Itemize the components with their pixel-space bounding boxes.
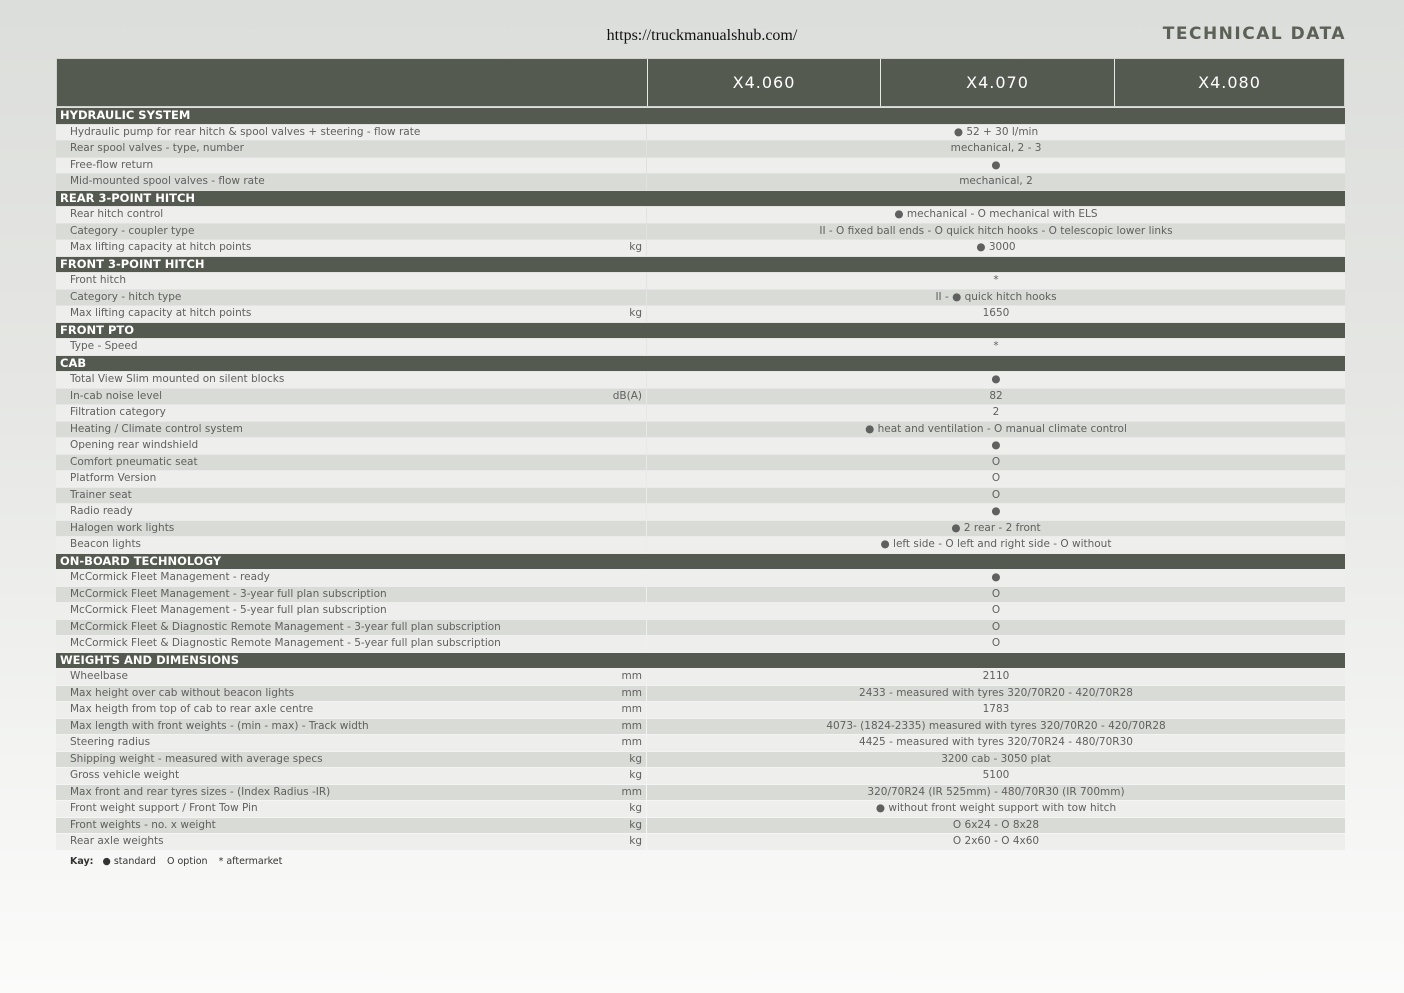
table-row (56, 603, 1345, 619)
row-label: Beacon lights (70, 538, 142, 550)
row-label-cell (56, 174, 646, 190)
table-row (56, 471, 1345, 487)
column-header-x4-060: X4.060 (647, 59, 880, 106)
row-label: Heating / Climate control system (70, 422, 243, 435)
row-value: ● without front weight support with tow hitch (647, 801, 1345, 817)
row-label-cell (56, 224, 646, 240)
row-label: Front hitch (70, 274, 127, 286)
row-label-cell (56, 603, 646, 619)
row-label-cell (56, 752, 646, 768)
row-label-cell (56, 339, 646, 355)
table-row (56, 488, 1345, 504)
row-value: 320/70R24 (IR 525mm) - 480/70R30 (IR 700mm) (647, 785, 1345, 801)
row-value: 3200 cab - 3050 plat (647, 752, 1345, 768)
section-header: FRONT 3-POINT HITCH (56, 257, 1345, 273)
row-label: McCormick Fleet Management - 3-year full plan subscription (70, 587, 387, 600)
row-label-cell (56, 471, 646, 487)
row-label: Mid-mounted spool valves - flow rate (70, 175, 265, 187)
row-value: 4425 - measured with tyres 320/70R24 - 480/70R30 (647, 735, 1345, 751)
row-label-cell (56, 125, 646, 141)
table-row (56, 834, 1345, 850)
row-unit: kg (629, 307, 642, 319)
row-value: ● 3000 (647, 240, 1345, 256)
row-label-cell (56, 801, 646, 817)
table-row (56, 273, 1345, 289)
table-row (56, 570, 1345, 586)
column-header-x4-070: X4.070 (880, 59, 1114, 106)
table-row (56, 735, 1345, 751)
row-value: * (647, 339, 1345, 355)
source-url[interactable]: https://truckmanualshub.com/ (606, 27, 798, 44)
column-header-x4-080: X4.080 (1114, 59, 1344, 106)
table-row (56, 719, 1345, 735)
table-row (56, 405, 1345, 421)
row-label: Total View Slim mounted on silent blocks (70, 373, 285, 385)
row-label-cell (56, 290, 646, 306)
row-label: Rear axle weights (70, 835, 164, 847)
table-row (56, 224, 1345, 240)
table-row (56, 207, 1345, 223)
row-value: II - O fixed ball ends - O quick hitch hooks - O telescopic lower links (647, 224, 1345, 240)
row-label: Rear spool valves - type, number (70, 142, 244, 154)
row-label: McCormick Fleet Management - 5-year full plan subscription (70, 604, 387, 616)
row-label: Free-flow return (70, 158, 154, 171)
table-row (56, 422, 1345, 438)
row-label: In-cab noise level (70, 389, 162, 402)
section-header: CAB (56, 356, 1345, 372)
row-value: 2110 (647, 669, 1345, 685)
row-unit: mm (621, 736, 642, 748)
row-value: 4073- (1824-2335) measured with tyres 320/70R20 - 420/70R28 (647, 719, 1345, 735)
row-label-cell (56, 306, 646, 322)
table-row (56, 669, 1345, 685)
legend-key (70, 856, 290, 867)
row-label: McCormick Fleet Management - ready (70, 571, 270, 583)
row-label-cell (56, 158, 646, 174)
row-label: Steering radius (70, 736, 151, 748)
row-label: Max lifting capacity at hitch points (70, 307, 252, 319)
row-value: O (647, 455, 1345, 471)
row-unit: kg (629, 802, 642, 814)
row-label: Hydraulic pump for rear hitch & spool valves + steering - flow rate (70, 125, 421, 138)
header-blank-cell (57, 59, 647, 106)
row-unit: mm (621, 686, 642, 699)
row-label-cell (56, 207, 646, 223)
row-label: Rear hitch control (70, 208, 164, 220)
section-header: WEIGHTS AND DIMENSIONS (56, 653, 1345, 669)
row-value: O (647, 636, 1345, 652)
row-value: 2 (647, 405, 1345, 421)
row-unit: kg (629, 835, 642, 847)
legend-standard: ● standard (102, 856, 156, 867)
table-row (56, 504, 1345, 520)
row-value: ● heat and ventilation - O manual climate control (647, 422, 1345, 438)
row-label: Shipping weight - measured with average specs (70, 752, 323, 765)
row-label-cell (56, 570, 646, 586)
row-label-cell (56, 389, 646, 405)
section-header: ON-BOARD TECHNOLOGY (56, 554, 1345, 570)
row-label: Max height over cab without beacon lights (70, 686, 295, 699)
row-unit: dB(A) (612, 389, 642, 402)
table-body (56, 108, 1345, 850)
row-label-cell (56, 818, 646, 834)
row-value: ● (647, 504, 1345, 520)
row-value: ● (647, 158, 1345, 174)
row-label: Front weights - no. x weight (70, 818, 216, 831)
table-row (56, 636, 1345, 652)
row-label-cell (56, 702, 646, 718)
row-value: mechanical, 2 (647, 174, 1345, 190)
row-value: mechanical, 2 - 3 (647, 141, 1345, 157)
table-row (56, 768, 1345, 784)
table-row (56, 438, 1345, 454)
row-value: 1783 (647, 702, 1345, 718)
legend-aftermarket: * aftermarket (218, 856, 283, 867)
table-row (56, 752, 1345, 768)
row-label-cell (56, 620, 646, 636)
row-value: ● 2 rear - 2 front (647, 521, 1345, 537)
table-row (56, 240, 1345, 256)
row-label-cell (56, 768, 646, 784)
row-label-cell (56, 488, 646, 504)
table-row (56, 158, 1345, 174)
row-label: Filtration category (70, 406, 166, 418)
legend-key-label: Kay: (70, 856, 94, 867)
row-label: Gross vehicle weight (70, 769, 180, 781)
row-label-cell (56, 372, 646, 388)
row-label: Category - hitch type (70, 290, 182, 303)
row-label: Max length with front weights - (min - max) - Track width (70, 719, 369, 732)
row-unit: kg (629, 241, 642, 253)
row-label-cell (56, 686, 646, 702)
row-label: Halogen work lights (70, 521, 175, 534)
row-value: 2433 - measured with tyres 320/70R20 - 420/70R28 (647, 686, 1345, 702)
row-unit: kg (629, 752, 642, 765)
row-label-cell (56, 537, 646, 553)
table-header-row (56, 58, 1345, 107)
table-row (56, 141, 1345, 157)
table-row (56, 290, 1345, 306)
table-row (56, 537, 1345, 553)
row-label: McCormick Fleet & Diagnostic Remote Management - 5-year full plan subscription (70, 637, 501, 649)
table-row (56, 620, 1345, 636)
row-value: ● left side - O left and right side - O without (647, 537, 1345, 553)
row-label: Opening rear windshield (70, 439, 199, 451)
row-value: O (647, 471, 1345, 487)
section-header: FRONT PTO (56, 323, 1345, 339)
row-label-cell (56, 504, 646, 520)
row-value: ● (647, 570, 1345, 586)
row-label: Trainer seat (70, 488, 132, 501)
row-value: O (647, 587, 1345, 603)
page-title: TECHNICAL DATA (1162, 24, 1346, 44)
technical-data-table (56, 58, 1345, 850)
row-label-cell (56, 719, 646, 735)
row-value: ● (647, 438, 1345, 454)
row-value: 5100 (647, 768, 1345, 784)
row-label: Type - Speed (70, 340, 138, 352)
row-value: 1650 (647, 306, 1345, 322)
row-label-cell (56, 405, 646, 421)
section-header: HYDRAULIC SYSTEM (56, 108, 1345, 124)
section-header: REAR 3-POINT HITCH (56, 191, 1345, 207)
row-label: Wheelbase (70, 670, 128, 682)
table-row (56, 372, 1345, 388)
row-label-cell (56, 587, 646, 603)
row-label: Radio ready (70, 505, 133, 517)
row-value: O (647, 620, 1345, 636)
table-row (56, 801, 1345, 817)
table-row (56, 339, 1345, 355)
legend-option: O option (167, 856, 208, 867)
table-row (56, 702, 1345, 718)
table-row (56, 587, 1345, 603)
row-label: Front weight support / Front Tow Pin (70, 802, 258, 814)
row-label: McCormick Fleet & Diagnostic Remote Management - 3-year full plan subscription (70, 620, 501, 633)
row-value: 82 (647, 389, 1345, 405)
row-unit: mm (621, 719, 642, 732)
row-label-cell (56, 669, 646, 685)
row-value: O (647, 603, 1345, 619)
table-row (56, 306, 1345, 322)
row-label-cell (56, 273, 646, 289)
row-label: Platform Version (70, 472, 157, 484)
row-label-cell (56, 636, 646, 652)
row-label: Max heigth from top of cab to rear axle centre (70, 703, 314, 715)
table-row (56, 686, 1345, 702)
row-unit: kg (629, 818, 642, 831)
row-value: ● (647, 372, 1345, 388)
row-label-cell (56, 834, 646, 850)
row-label-cell (56, 438, 646, 454)
table-row (56, 389, 1345, 405)
row-value: ● 52 + 30 l/min (647, 125, 1345, 141)
table-row (56, 818, 1345, 834)
table-row (56, 174, 1345, 190)
row-value: ● mechanical - O mechanical with ELS (647, 207, 1345, 223)
row-label-cell (56, 521, 646, 537)
row-label: Category - coupler type (70, 224, 195, 237)
row-value: O (647, 488, 1345, 504)
row-value: O 2x60 - O 4x60 (647, 834, 1345, 850)
row-label-cell (56, 785, 646, 801)
row-label: Max lifting capacity at hitch points (70, 241, 252, 253)
row-label: Max front and rear tyres sizes - (Index Radius -IR) (70, 785, 331, 798)
table-row (56, 521, 1345, 537)
row-unit: mm (621, 703, 642, 715)
table-row (56, 455, 1345, 471)
row-label-cell (56, 240, 646, 256)
row-label-cell (56, 141, 646, 157)
row-value: * (647, 273, 1345, 289)
table-row (56, 125, 1345, 141)
table-row (56, 785, 1345, 801)
row-value: O 6x24 - O 8x28 (647, 818, 1345, 834)
row-label-cell (56, 735, 646, 751)
row-unit: kg (629, 769, 642, 781)
row-unit: mm (621, 670, 642, 682)
row-unit: mm (621, 785, 642, 798)
row-label-cell (56, 422, 646, 438)
row-label-cell (56, 455, 646, 471)
row-value: II - ● quick hitch hooks (647, 290, 1345, 306)
row-label: Comfort pneumatic seat (70, 455, 198, 468)
